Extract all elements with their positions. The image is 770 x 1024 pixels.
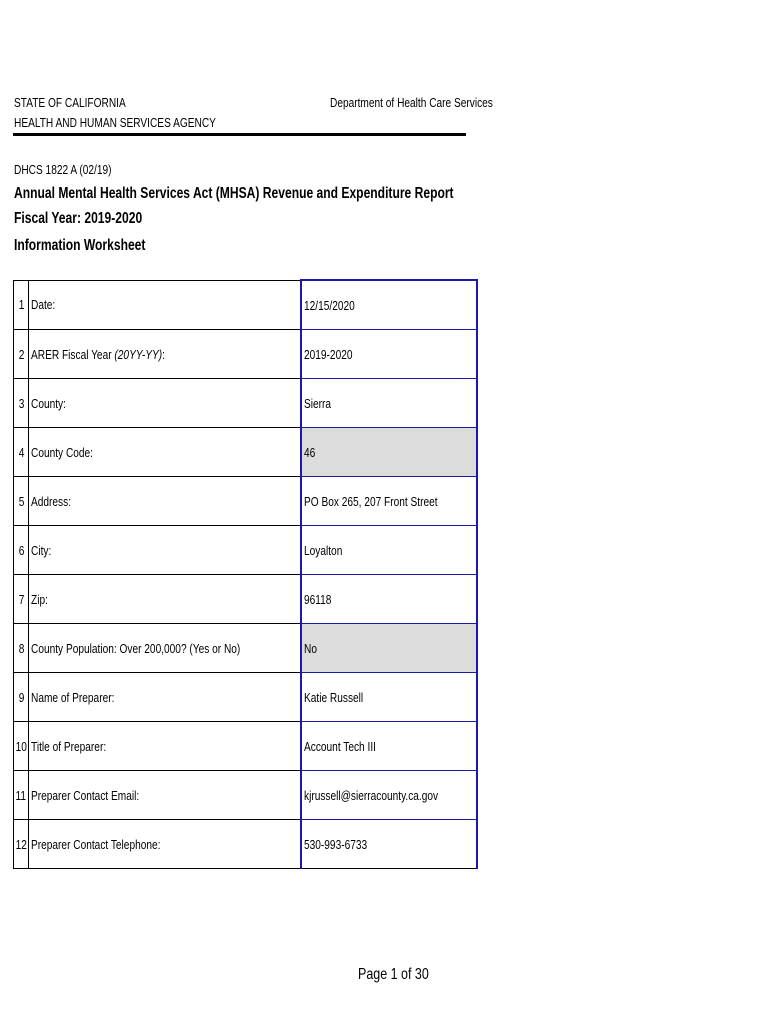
report-title: Annual Mental Health Services Act (MHSA) Revenue and Expenditure Report (14, 185, 454, 202)
row-number (14, 280, 29, 330)
field-value-cell[interactable] (301, 722, 477, 771)
table-row (14, 673, 477, 722)
field-value: 2019-2020 (303, 346, 353, 362)
row-number-text: 9 (18, 689, 25, 705)
field-label-main: County: (31, 395, 67, 411)
field-label (29, 330, 301, 379)
field-label-text (31, 592, 48, 607)
field-label-text (31, 543, 51, 558)
page-number: Page 1 of 30 (358, 966, 429, 983)
field-label (29, 820, 301, 869)
row-number-text: 10 (15, 738, 27, 754)
row-number-text: 2 (18, 346, 25, 362)
table-row (14, 624, 477, 673)
field-label-main: Date: (31, 297, 56, 313)
field-label-format-hint: (20YY-YY) (114, 346, 163, 362)
row-number (14, 820, 29, 869)
field-label-main: City: (31, 542, 52, 558)
worksheet-title: Information Worksheet (14, 237, 146, 254)
table-row (14, 477, 477, 526)
field-value: 46 (303, 444, 316, 460)
agency-name-line2: HEALTH AND HUMAN SERVICES AGENCY (14, 115, 216, 130)
row-number-text: 11 (15, 787, 27, 803)
header-divider (13, 133, 466, 136)
field-value-cell[interactable] (301, 526, 477, 575)
field-value: PO Box 265, 207 Front Street (303, 493, 438, 509)
field-value-cell[interactable] (301, 379, 477, 428)
row-number (14, 575, 29, 624)
field-value: 96118 (303, 591, 332, 607)
field-label-main: Title of Preparer: (31, 738, 107, 754)
field-value: 530-993-6733 (303, 836, 367, 852)
row-number (14, 428, 29, 477)
row-number (14, 624, 29, 673)
department-name: Department of Health Care Services (330, 95, 493, 110)
field-value-cell[interactable] (301, 428, 477, 477)
field-label (29, 673, 301, 722)
field-value: Account Tech III (303, 738, 376, 754)
field-label (29, 379, 301, 428)
field-value-cell[interactable] (301, 771, 477, 820)
field-value-cell[interactable] (301, 575, 477, 624)
table-row (14, 771, 477, 820)
table-row (14, 820, 477, 869)
field-label (29, 575, 301, 624)
field-value: 12/15/2020 (303, 297, 355, 313)
table-row (14, 428, 477, 477)
row-number-text: 12 (15, 836, 27, 852)
table-row (14, 575, 477, 624)
field-value-cell[interactable] (301, 673, 477, 722)
row-number (14, 771, 29, 820)
field-label-main: County Population: Over 200,000? (Yes or No) (31, 640, 241, 656)
form-number: DHCS 1822 A (02/19) (14, 162, 112, 177)
field-label-text (31, 690, 114, 705)
field-value: Katie Russell (303, 689, 364, 705)
field-label-text (31, 837, 160, 852)
row-number (14, 330, 29, 379)
field-label (29, 624, 301, 673)
field-value-cell[interactable] (301, 624, 477, 673)
field-value: Loyalton (303, 542, 343, 558)
field-label-text (31, 641, 240, 656)
row-number (14, 526, 29, 575)
fiscal-year-title: Fiscal Year: 2019-2020 (14, 210, 143, 227)
field-value-cell[interactable] (301, 280, 477, 330)
row-number (14, 722, 29, 771)
table-row (14, 330, 477, 379)
field-label (29, 477, 301, 526)
field-value: Sierra (303, 395, 331, 411)
field-label-main: Address: (31, 493, 72, 509)
field-label-text (31, 445, 93, 460)
row-number-text: 6 (18, 542, 25, 558)
field-label-text (31, 739, 106, 754)
row-number-text: 1 (18, 297, 25, 313)
row-number-text: 3 (18, 395, 25, 411)
field-label-text (31, 494, 71, 509)
field-label (29, 280, 301, 330)
table-row (14, 722, 477, 771)
field-label (29, 526, 301, 575)
table-row (14, 280, 477, 330)
field-label-main: County Code: (31, 444, 94, 460)
field-label-main: Name of Preparer: (31, 689, 115, 705)
field-value: kjrussell@sierracounty.ca.gov (303, 787, 438, 803)
field-label-suffix: : (162, 346, 166, 362)
field-label-main: Zip: (31, 591, 49, 607)
field-label (29, 771, 301, 820)
field-value-cell[interactable] (301, 477, 477, 526)
agency-name-line1: STATE OF CALIFORNIA (14, 95, 126, 110)
row-number-text: 7 (18, 591, 25, 607)
table-row (14, 379, 477, 428)
field-label-text (31, 347, 165, 362)
field-label-text (31, 396, 66, 411)
row-number (14, 477, 29, 526)
field-label-text (31, 297, 55, 312)
field-value-cell[interactable] (301, 820, 477, 869)
row-number-text: 8 (18, 640, 25, 656)
row-number (14, 379, 29, 428)
field-label-main: Preparer Contact Telephone: (31, 836, 161, 852)
field-label-text (31, 788, 139, 803)
field-value-cell[interactable] (301, 330, 477, 379)
row-number-text: 5 (18, 493, 25, 509)
field-label (29, 722, 301, 771)
row-number-text: 4 (18, 444, 25, 460)
field-value: No (303, 640, 317, 656)
field-label (29, 428, 301, 477)
field-label-main: ARER Fiscal Year (31, 346, 115, 362)
row-number (14, 673, 29, 722)
field-label-main: Preparer Contact Email: (31, 787, 140, 803)
information-worksheet-table (13, 279, 478, 869)
table-row (14, 526, 477, 575)
